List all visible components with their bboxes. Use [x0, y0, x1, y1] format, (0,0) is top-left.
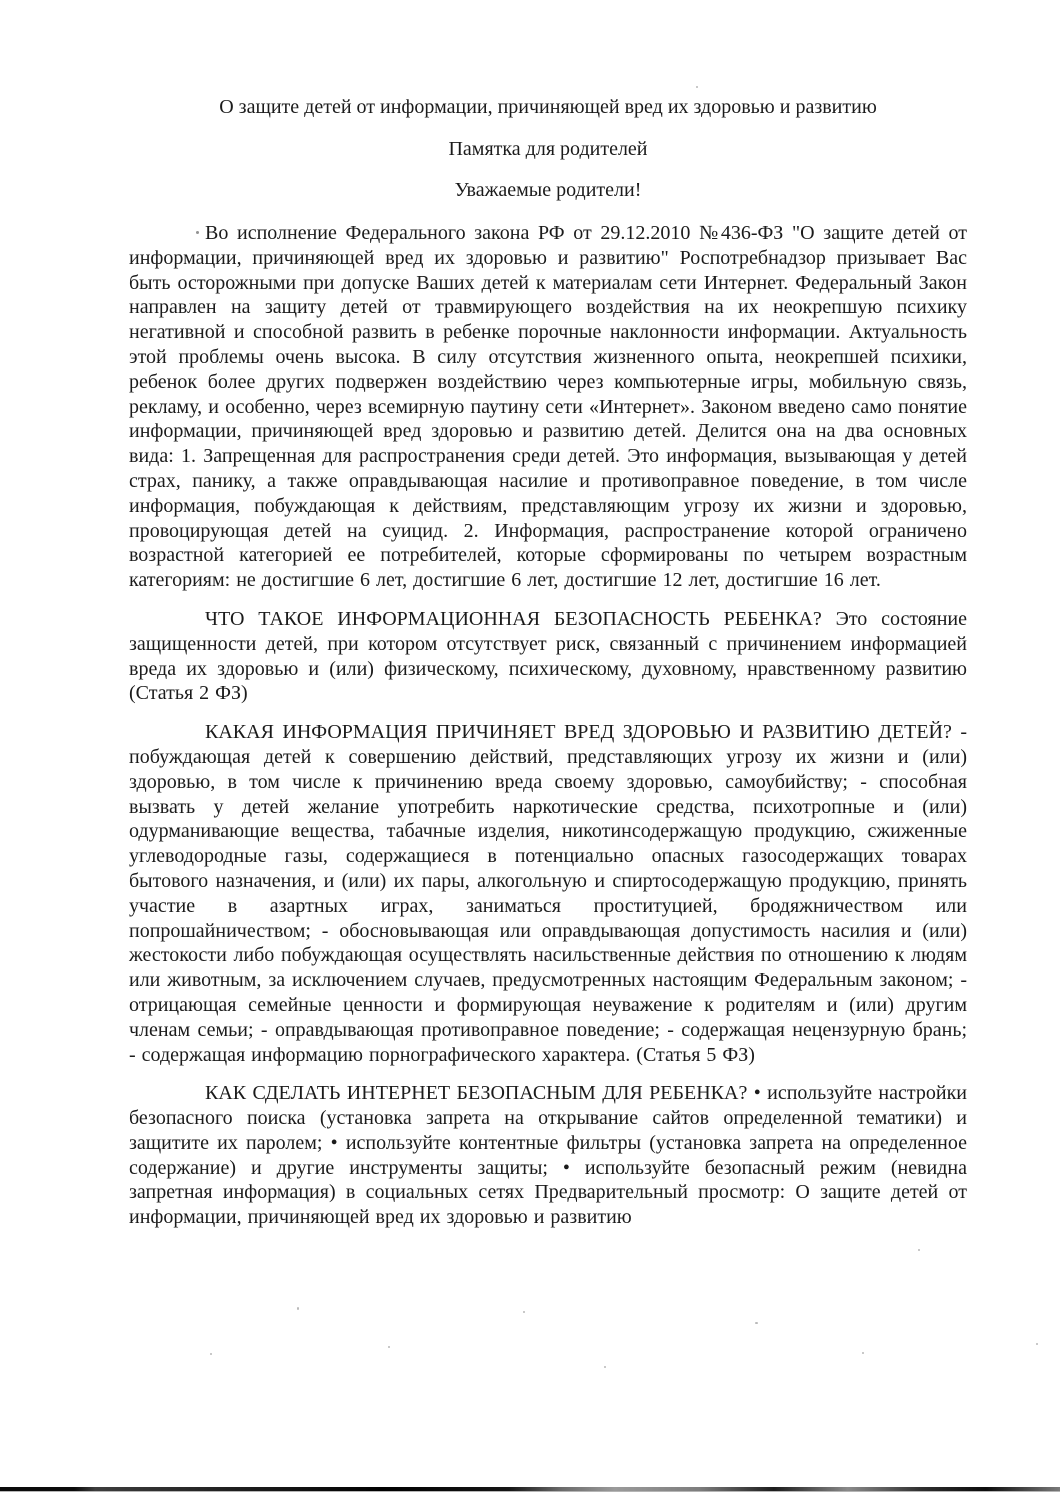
scan-speck — [210, 1353, 212, 1355]
scan-speck — [523, 1311, 525, 1313]
scan-speck — [755, 1322, 758, 1324]
document-content — [129, 95, 967, 1244]
scan-speck — [297, 1307, 299, 1310]
document-subtitle: Памятка для родителей — [448, 138, 648, 160]
scan-speck — [196, 231, 199, 234]
paragraph-what-is-information-security: ЧТО ТАКОЕ ИНФОРМАЦИОННАЯ БЕЗОПАСНОСТЬ РЕБЕНКА? Это состояние защищенности детей, при котором отсутствует риск, связанный с причинением информацией вреда их здоровью и (или) физическому, психическому, духовному, нравственному развитию (Статья 2 ФЗ) — [129, 607, 967, 705]
paragraph-what-information-harms: КАКАЯ ИНФОРМАЦИЯ ПРИЧИНЯЕТ ВРЕД ЗДОРОВЬЮ И РАЗВИТИЮ ДЕТЕЙ? - побуждающая детей к совершению действий, представляющих угрозу их жизни и (или) здоровью, в том числе к причинению вреда своему здоровью, самоубийству; - способная вызвать у детей желание употребить наркотические средства, психотропные и (или) одурманивающие вещества, табачные изделия, никотинсодержащую продукцию, сжиженные углеводородные газы, содержащиеся в потенциально опасных газосодержащих товарах бытового назначения, и (или) их пары, алкогольную и спиртосодержащую продукцию, принять участие в азартных играх, заниматься проституцией, бродяжничеством или попрошайничеством; - обосновывающая или оправдывающая допустимость насилия и (или) жестокости либо побуждающая осуществлять насильственные действия по отношению к людям или животным, за исключением случаев, предусмотренных настоящим Федеральным законом; - отрицающая семейные ценности и формирующая неуважение к родителям и (или) другим членам семьи; - оправдывающая противоправное поведение; - содержащая нецензурную брань; - содержащая информацию порнографического характера. (Статья 5 ФЗ) — [129, 721, 967, 1066]
scan-speck — [388, 1346, 390, 1348]
scan-speck — [604, 1366, 606, 1368]
scan-speck — [696, 86, 698, 88]
scan-speck — [1036, 1343, 1038, 1345]
scan-speck — [862, 1352, 864, 1354]
paragraph-how-to-make-internet-safe: КАК СДЕЛАТЬ ИНТЕРНЕТ БЕЗОПАСНЫМ ДЛЯ РЕБЕНКА? • используйте настройки безопасного поиска (установка запрета на открывание сайтов определенной тематики) и защитите их паролем; • используйте контентные фильтры (установка запрета на определенное содержание) и другие инструменты защиты; • используйте безопасный режим (невидна запретная информация) в социальных сетях Предварительный просмотр: О защите детей от информации, причиняющей вред их здоровью и развитию — [129, 1082, 967, 1229]
document-salutation: Уважаемые родители! — [454, 179, 642, 201]
document-title: О защите детей от информации, причиняющей вред их здоровью и развитию — [219, 96, 877, 118]
scan-speck — [918, 1249, 920, 1251]
scan-edge-artifact — [0, 1487, 1060, 1492]
paragraph-federal-law-intro: Во исполнение Федерального закона РФ от 29.12.2010 №436-ФЗ "О защите детей от информации, причиняющей вред их здоровью и развитию" Роспотребнадзор призывает Вас быть осторожными при допуске Ваших детей к материалам сети Интернет. Федеральный Закон направлен на защиту детей от травмирующего воздействия на их неокрепшую психику негативной и способной развить в ребенке порочные наклонности информации. Актуальность этой проблемы очень высока. В силу отсутствия жизненного опыта, неокрепшей психики, ребенок более других подвержен воздействию через компьютерные игры, мобильную связь, рекламу, и особенно, через всемирную паутину сети «Интернет». Законом введено само понятие информации, причиняющей вред здоровью и развитию детей. Делится она на два основных вида: 1. Запрещенная для распространения среди детей. Это информация, вызывающая у детей страх, панику, а также оправдывающая насилие и противоправное поведение, в том числе информация, побуждающая к действиям, представляющим угрозу их жизни и здоровью, провоцирующая детей на суицид. 2. Информация, распространение которой ограничено возрастной категорией ее потребителей, которые сформированы по четырем возрастным категориям: не достигшие 6 лет, достигшие 6 лет, достигшие 12 лет, достигшие 16 лет. — [129, 222, 967, 592]
